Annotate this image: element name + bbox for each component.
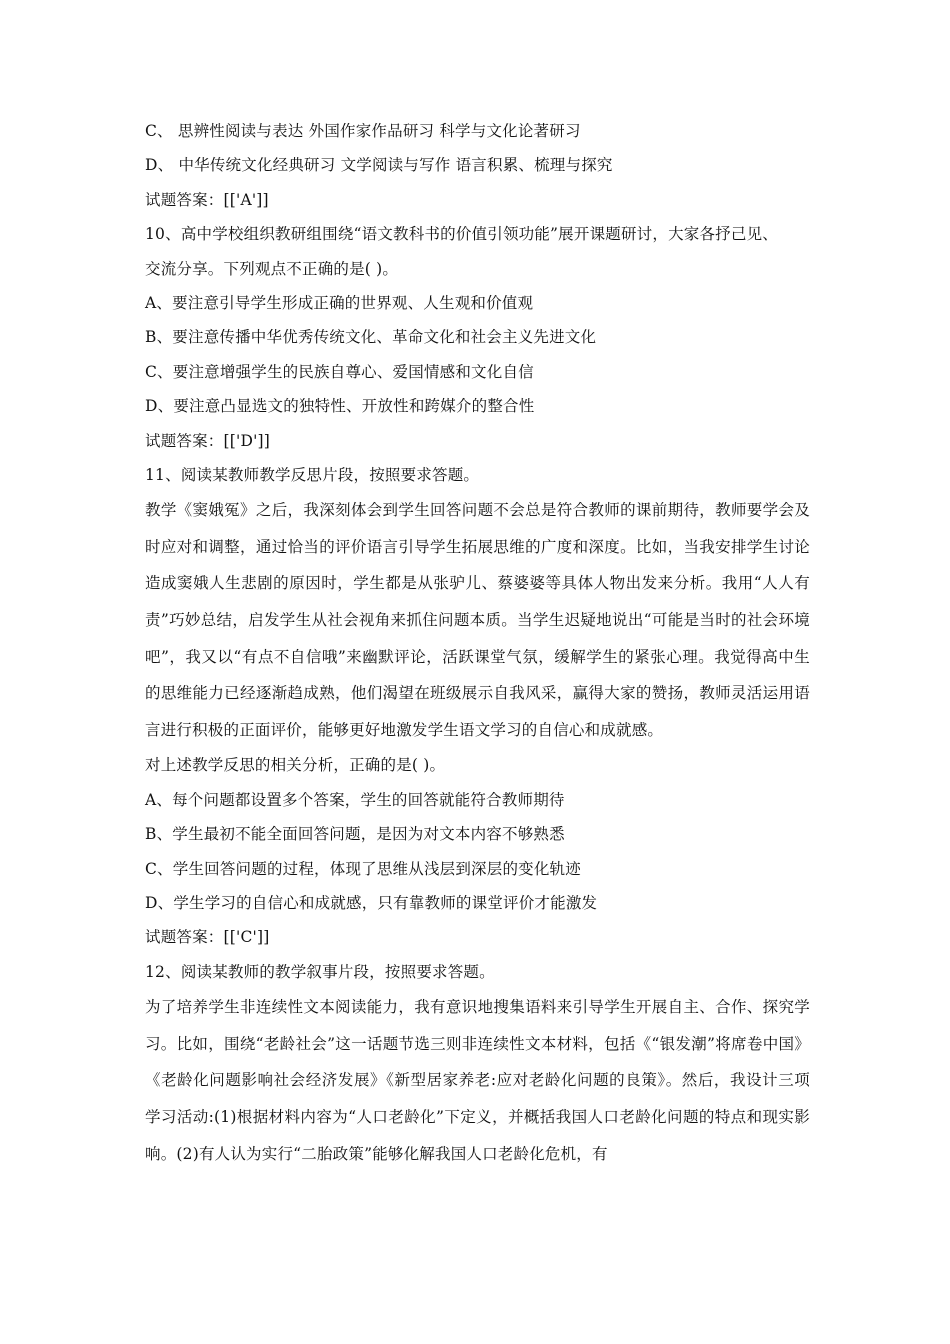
question-9-tail [145,114,810,217]
q11-option-c: C、学生回答问题的过程，体现了思维从浅层到深层的变化轨迹 [145,859,581,878]
q11-answer: 试题答案：[['C']] [145,928,270,947]
q10-stem-line1: 10、高中学校组织教研组围绕“语文教科书的价值引领功能”展开课题研讨，大家各抒己见、 [145,225,778,244]
q11-option-b: B、学生最初不能全面回答问题，是因为对文本内容不够熟悉 [145,825,565,844]
q11-passage: 教学《窦娥冤》之后，我深刻体会到学生回答问题不会总是符合教师的课前期待，教师要学会及时应对和调整，通过恰当的评价语言引导学生拓展思维的广度和深度。比如，当我安排学生讨论造成窦娥人生悲剧的原因时，学生都是从张驴儿、蔡婆婆等具体人物出发来分析。我用“人人有责”巧妙总结，启发学生从社会视角来抓住问题本质。当学生迟疑地说出“可能是当时的社会环境吧”，我又以“有点不自信哦”来幽默评论，活跃课堂气氛，缓解学生的紧张心理。我觉得高中生的思维能力已经逐渐趋成熟，他们渴望在班级展示自我风采，赢得大家的赞扬，教师灵活运用语言进行积极的正面评价，能够更好地激发学生语文学习的自信心和成就感。 [145,501,810,739]
q10-answer: 试题答案：[['D']] [145,431,271,450]
q9-option-d: D、 中华传统文化经典研习 文学阅读与写作 语言积累、梳理与探究 [145,156,613,175]
q10-option-a: A、要注意引导学生形成正确的世界观、人生观和价值观 [145,293,534,312]
q10-option-b: B、要注意传播中华优秀传统文化、革命文化和社会主义先进文化 [145,328,597,347]
q11-option-d: D、学生学习的自信心和成就感，只有靠教师的课堂评价才能激发 [145,894,598,913]
q11-stem: 11、阅读某教师教学反思片段，按照要求答题。 [145,465,480,484]
q9-answer: 试题答案：[['A']] [145,190,269,209]
q12-passage: 为了培养学生非连续性文本阅读能力，我有意识地搜集语料来引导学生开展自主、合作、探究学习。比如，围绕“老龄社会”这一话题节选三则非连续性文本材料，包括《“银发潮”将席卷中国》《老龄化问题影响社会经济发展》《新型居家养老:应对老龄化问题的良策》。然后，我设计三项学习活动:(1)根据材料内容为“人口老龄化”下定义，并概括我国人口老龄化问题的特点和现实影响。(2)有人认为实行“二胎政策”能够化解我国人口老龄化危机，有 [145,998,810,1163]
q9-option-c: C、 思辨性阅读与表达 外国作家作品研习 科学与文化论著研习 [145,122,581,140]
question-11 [145,458,810,955]
q10-stem-line2: 交流分享。下列观点不正确的是( )。 [145,259,399,278]
q11-question: 对上述教学反思的相关分析，正确的是( )。 [145,756,446,775]
q10-option-d: D、要注意凸显选文的独特性、开放性和跨媒介的整合性 [145,397,535,416]
question-10 [145,217,810,458]
q10-option-c: C、要注意增强学生的民族自尊心、爱国情感和文化自信 [145,362,534,381]
question-12 [145,955,810,1172]
q12-stem: 12、阅读某教师的教学叙事片段，按照要求答题。 [145,962,495,981]
q11-option-a: A、每个问题都设置多个答案，学生的回答就能符合教师期待 [145,790,565,809]
document-content [145,114,810,1172]
